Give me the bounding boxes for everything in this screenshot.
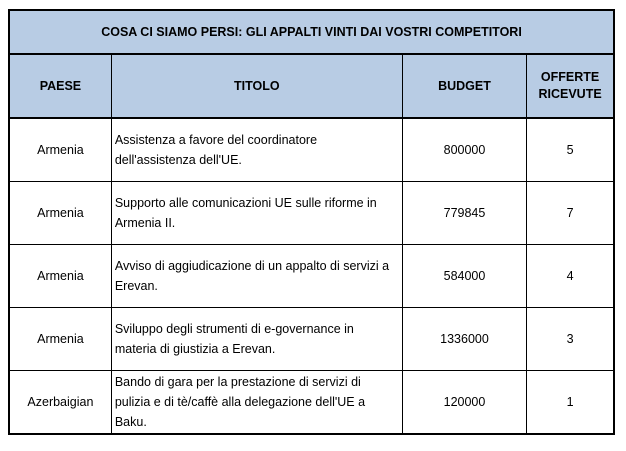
- cell-titolo: Bando di gara per la prestazione di servizi di pulizia e di tè/caffè alla delegazione dell'UE a Baku.: [111, 371, 402, 435]
- cell-offerte: 3: [527, 308, 614, 371]
- table-row: [9, 245, 614, 308]
- cell-offerte: 1: [527, 371, 614, 435]
- cell-titolo: Assistenza a favore del coordinatore dell'assistenza dell'UE.: [111, 118, 402, 182]
- cell-offerte: 7: [527, 182, 614, 245]
- header-row: [9, 54, 614, 118]
- table-row: [9, 182, 614, 245]
- cell-paese: Armenia: [9, 245, 111, 308]
- header-offerte-label: OFFERTE RICEVUTE: [538, 70, 602, 101]
- table-row: [9, 308, 614, 371]
- cell-budget: 584000: [402, 245, 526, 308]
- cell-budget: 800000: [402, 118, 526, 182]
- cell-budget: 120000: [402, 371, 526, 435]
- header-budget: BUDGET: [402, 54, 526, 118]
- cell-titolo: Avviso di aggiudicazione di un appalto di servizi a Erevan.: [111, 245, 402, 308]
- table-title: COSA CI SIAMO PERSI: GLI APPALTI VINTI DAI VOSTRI COMPETITORI: [9, 10, 614, 54]
- cell-paese: Armenia: [9, 118, 111, 182]
- cell-budget: 1336000: [402, 308, 526, 371]
- header-titolo: TITOLO: [111, 54, 402, 118]
- cell-offerte: 5: [527, 118, 614, 182]
- header-paese: PAESE: [9, 54, 111, 118]
- cell-budget: 779845: [402, 182, 526, 245]
- header-offerte: [527, 54, 614, 118]
- cell-offerte: 4: [527, 245, 614, 308]
- cell-titolo: Supporto alle comunicazioni UE sulle riforme in Armenia II.: [111, 182, 402, 245]
- table-title-row: [9, 10, 614, 54]
- cell-titolo: Sviluppo degli strumenti di e-governance in materia di giustizia a Erevan.: [111, 308, 402, 371]
- table-row: [9, 118, 614, 182]
- cell-paese: Azerbaigian: [9, 371, 111, 435]
- cell-paese: Armenia: [9, 308, 111, 371]
- contracts-table: [8, 9, 615, 435]
- table-row: [9, 371, 614, 435]
- cell-paese: Armenia: [9, 182, 111, 245]
